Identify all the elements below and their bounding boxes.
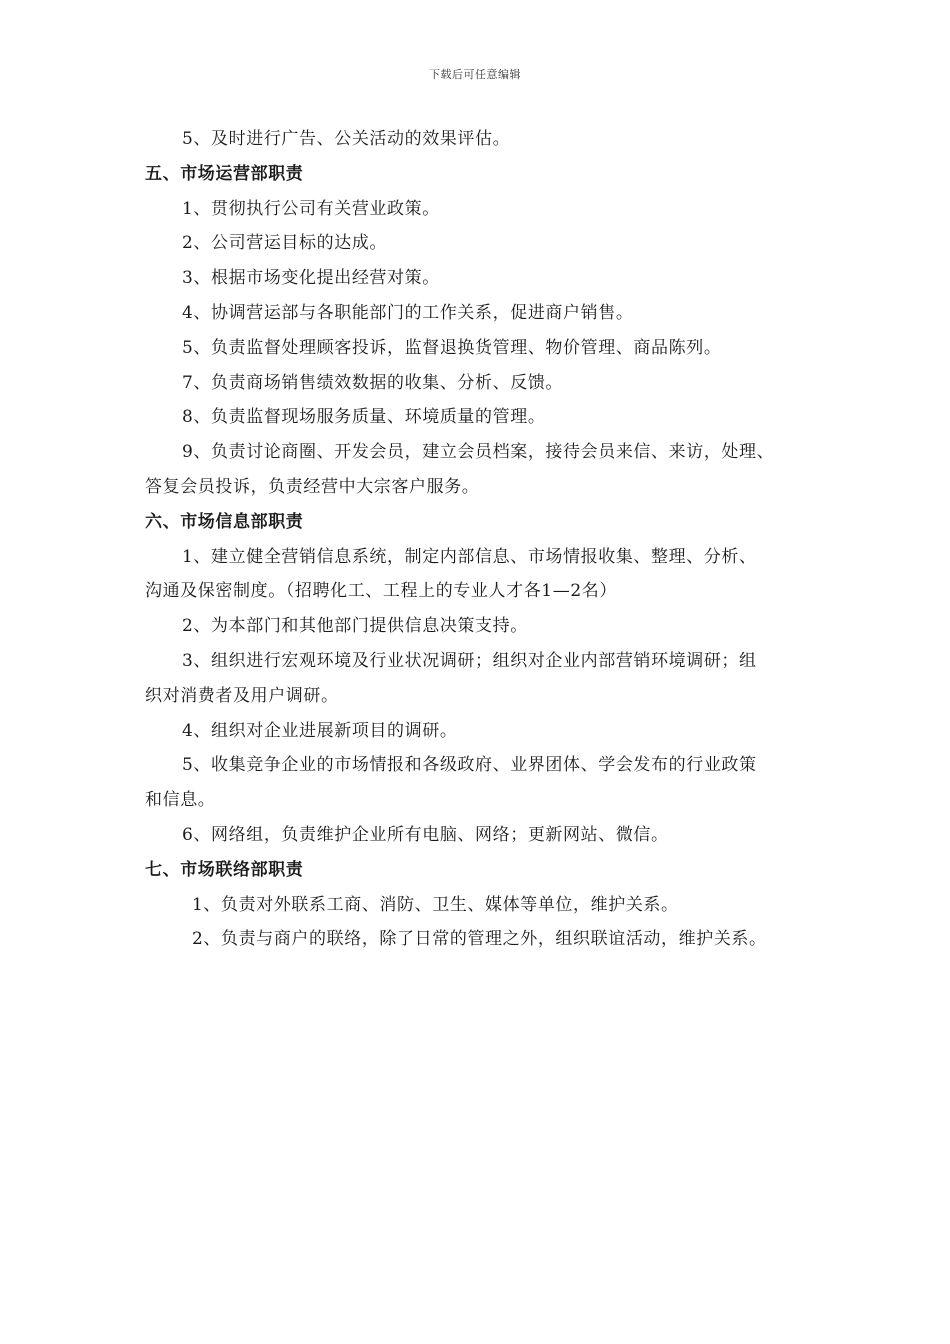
list-item: 1、建立健全营销信息系统，制定内部信息、市场情报收集、整理、分析、 — [182, 546, 757, 567]
list-item: 5、及时进行广告、公关活动的效果评估。 — [182, 129, 511, 149]
list-item: 8、负责监督现场服务质量、环境质量的管理。 — [182, 407, 546, 428]
list-item: 2、为本部门和其他部门提供信息决策支持。 — [182, 616, 528, 637]
list-item: 6、网络组，负责维护企业所有电脑、网络；更新网站、微信。 — [182, 824, 669, 845]
list-item: 1、贯彻执行公司有关营业政策。 — [182, 198, 440, 219]
list-item: 2、负责与商户的联络，除了日常的管理之外，组织联谊活动，维护关系。 — [192, 929, 767, 950]
list-item: 4、组织对企业进展新项目的调研。 — [182, 720, 458, 741]
list-item: 3、根据市场变化提出经营对策。 — [182, 268, 440, 289]
list-item-continuation: 和信息。 — [145, 790, 216, 811]
list-item: 9、负责讨论商圈、开发会员，建立会员档案，接待会员来信、来访，处理、 — [182, 442, 775, 463]
section-heading: 六、市场信息部职责 — [145, 511, 304, 532]
section-heading: 五、市场运营部职责 — [145, 163, 304, 184]
list-item: 7、负责商场销售绩效数据的收集、分析、反馈。 — [182, 372, 564, 393]
list-item: 5、收集竞争企业的市场情报和各级政府、业界团体、学会发布的行业政策 — [182, 755, 757, 776]
list-item-continuation: 织对消费者及用户调研。 — [145, 685, 339, 706]
list-item: 5、负责监督处理顾客投诉，监督退换货管理、物价管理、商品陈列。 — [182, 337, 722, 358]
list-item: 3、组织进行宏观环境及行业状况调研；组织对企业内部营销环境调研；组 — [182, 650, 757, 671]
header-note: 下载后可任意编辑 — [429, 68, 521, 81]
list-item-continuation: 答复会员投诉，负责经营中大宗客户服务。 — [145, 476, 480, 497]
list-item: 1、负责对外联系工商、消防、卫生、媒体等单位，维护关系。 — [192, 894, 679, 915]
list-item: 2、公司营运目标的达成。 — [182, 233, 388, 254]
list-item: 4、协调营运部与各职能部门的工作关系，促进商户销售。 — [182, 302, 634, 323]
list-item-continuation: 沟通及保密制度。（招聘化工、工程上的专业人才各1—2名） — [145, 581, 617, 602]
document-body — [145, 122, 825, 957]
section-heading: 七、市场联络部职责 — [145, 859, 304, 880]
